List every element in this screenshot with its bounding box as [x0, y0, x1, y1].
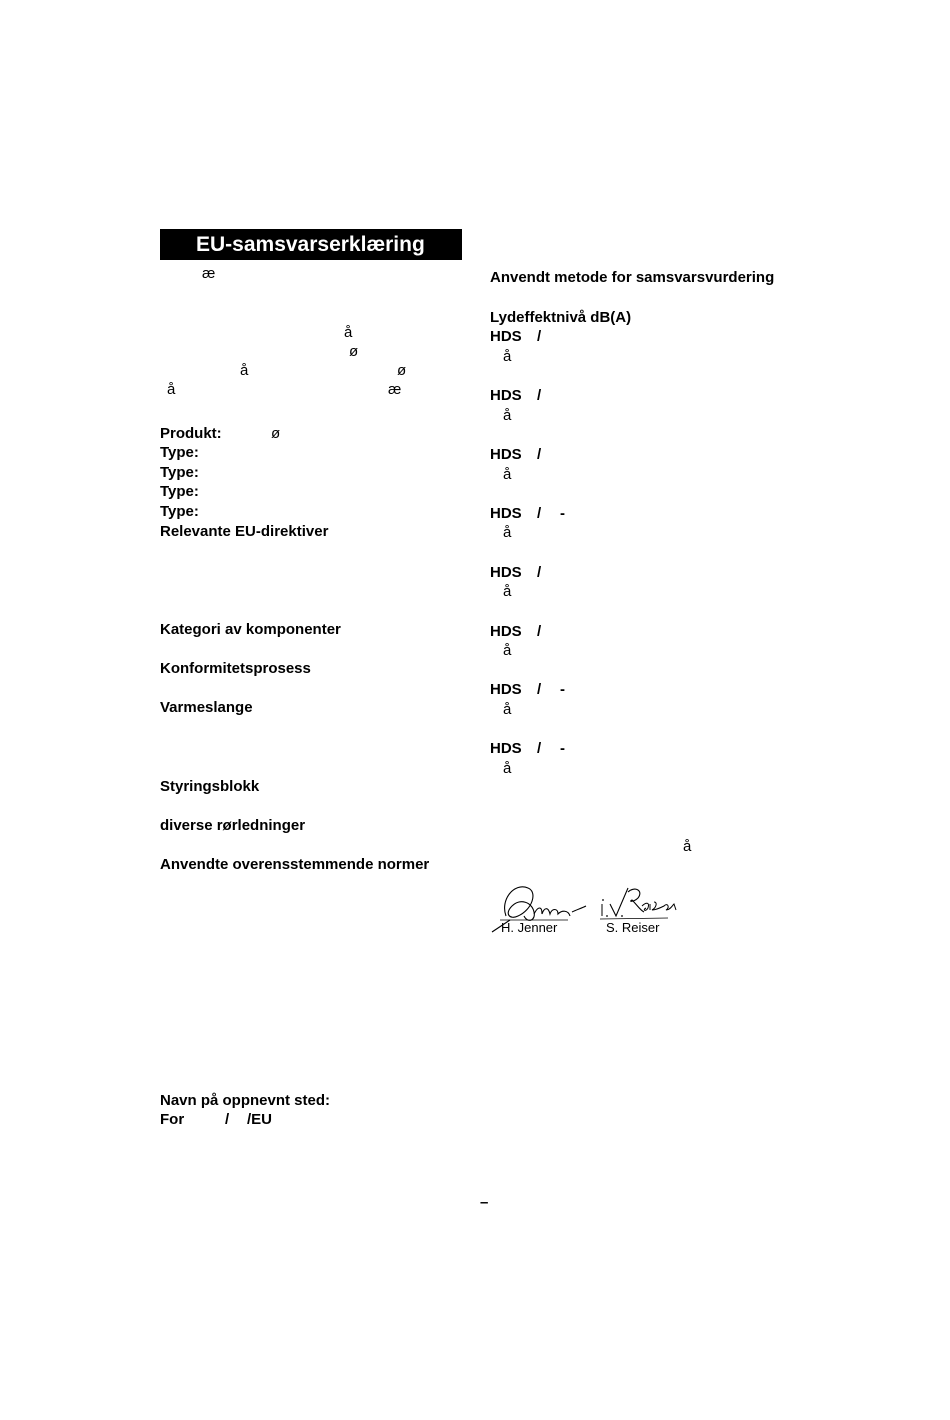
produkt-label: Produkt:	[160, 425, 222, 442]
varmeslange-heading: Varmeslange	[160, 699, 253, 716]
signature-name: S. Reiser	[606, 920, 660, 935]
intro-fragment: å	[344, 324, 353, 341]
hds-label: HDS	[490, 328, 522, 345]
page-title: EU-samsvarserklæring	[160, 229, 462, 260]
hds-label: HDS	[490, 505, 522, 522]
signature-name: H. Jenner	[501, 920, 558, 935]
hds-dash: -	[560, 505, 565, 522]
hds-slash: /	[537, 681, 542, 698]
intro-fragment: ø	[397, 362, 407, 379]
hds-slash: /	[537, 446, 542, 463]
intro-fragment: æ	[202, 265, 216, 282]
hds-dash: -	[560, 681, 565, 698]
hds-slash: /	[537, 564, 542, 581]
type-label: Type:	[160, 503, 199, 520]
hds-sub: å	[503, 583, 512, 600]
hds-slash: /	[537, 328, 542, 345]
type-label: Type:	[160, 483, 199, 500]
for-slash: /	[225, 1111, 230, 1128]
hds-sub: å	[503, 407, 512, 424]
closing-fragment: å	[683, 838, 692, 855]
hds-sub: å	[503, 642, 512, 659]
lydeffekt-heading: Lydeffektnivå dB(A)	[490, 309, 632, 326]
hds-label: HDS	[490, 564, 522, 581]
intro-fragment: æ	[388, 381, 402, 398]
hds-dash: -	[560, 740, 565, 757]
kategori-heading: Kategori av komponenter	[160, 621, 341, 638]
for-label: For	[160, 1111, 185, 1128]
for-eu: /EU	[247, 1111, 273, 1128]
page-mark: –	[480, 1194, 489, 1211]
hds-label: HDS	[490, 681, 522, 698]
type-label: Type:	[160, 444, 199, 461]
intro-fragment: å	[240, 362, 249, 379]
konformitet-heading: Konformitetsprosess	[160, 660, 311, 677]
navn-heading: Navn på oppnevnt sted:	[160, 1092, 331, 1109]
metode-heading: Anvendt metode for samsvarsvurdering	[490, 269, 775, 286]
anvendte-heading: Anvendte overensstemmende normer	[160, 856, 430, 873]
hds-slash: /	[537, 387, 542, 404]
hds-sub: å	[503, 524, 512, 541]
hds-label: HDS	[490, 446, 522, 463]
relevante-heading: Relevante EU-direktiver	[160, 523, 329, 540]
hds-sub: å	[503, 466, 512, 483]
hds-slash: /	[537, 740, 542, 757]
hds-sub: å	[503, 348, 512, 365]
hds-label: HDS	[490, 387, 522, 404]
diverse-heading: diverse rørledninger	[160, 817, 306, 834]
hds-label: HDS	[490, 623, 522, 640]
hds-slash: /	[537, 623, 542, 640]
hds-slash: /	[537, 505, 542, 522]
type-label: Type:	[160, 464, 199, 481]
hds-sub: å	[503, 701, 512, 718]
produkt-value: ø	[271, 425, 281, 442]
hds-label: HDS	[490, 740, 522, 757]
intro-fragment: å	[167, 381, 176, 398]
intro-fragment: ø	[349, 343, 359, 360]
styringsblokk-heading: Styringsblokk	[160, 778, 260, 795]
hds-sub: å	[503, 760, 512, 777]
